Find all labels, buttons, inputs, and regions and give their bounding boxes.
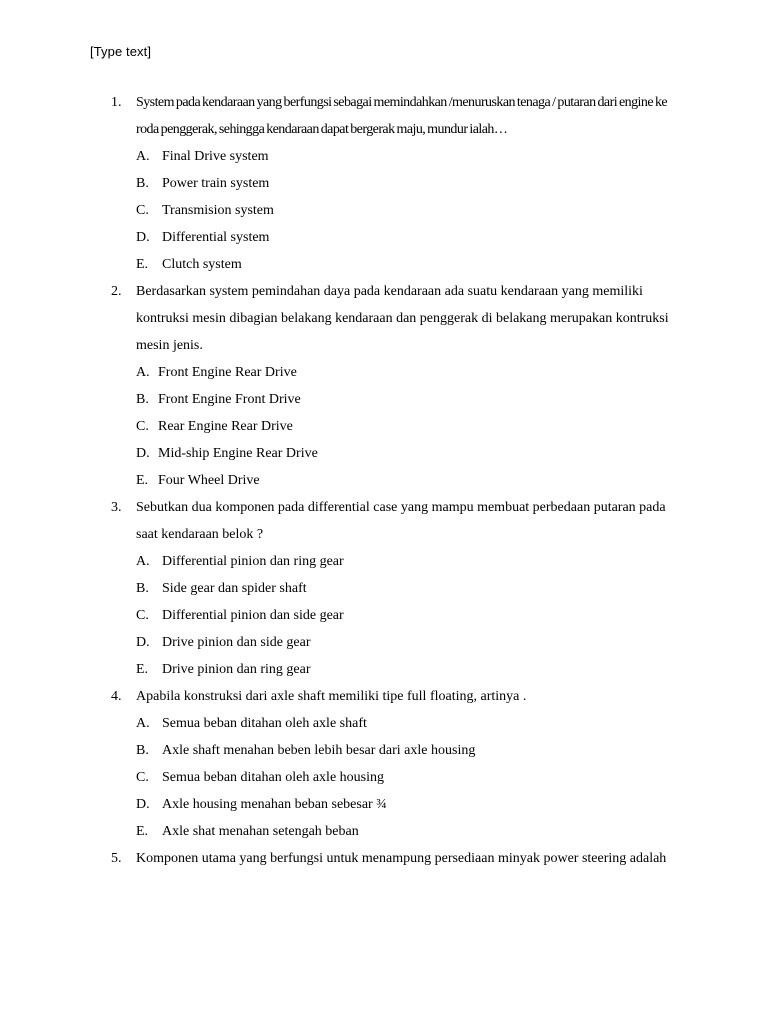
question-1	[0, 89, 768, 278]
option-e	[0, 656, 768, 683]
option-text: Four Wheel Drive	[158, 473, 260, 488]
option-c	[0, 602, 768, 629]
option-text: Drive pinion dan side gear	[162, 635, 311, 650]
option-text: Rear Engine Rear Drive	[158, 419, 293, 434]
option-text: Power train system	[162, 176, 270, 191]
option-letter: E.	[136, 824, 149, 839]
option-letter: C.	[136, 419, 149, 434]
option-letter: C.	[136, 770, 149, 785]
option-text: Transmision system	[162, 203, 274, 218]
option-b	[0, 386, 768, 413]
option-d	[0, 629, 768, 656]
option-text: Clutch system	[162, 257, 242, 272]
question-text: Berdasarkan system pemindahan daya pada kendaraan ada suatu kendaraan yang memiliki kontruksi mesin dibagian belakang kendaraan dan penggerak di belakang merupakan kontruksi mesin jenis.	[136, 284, 669, 353]
option-text: Side gear dan spider shaft	[162, 581, 307, 596]
question-text: Apabila konstruksi dari axle shaft memiliki tipe full floating, artinya .	[136, 689, 527, 704]
option-text: Front Engine Front Drive	[158, 392, 301, 407]
question-5	[0, 845, 768, 872]
option-a	[0, 548, 768, 575]
option-text: Mid-ship Engine Rear Drive	[158, 446, 318, 461]
option-letter: A.	[136, 716, 150, 731]
option-text: Differential pinion dan ring gear	[162, 554, 344, 569]
option-letter: D.	[136, 230, 150, 245]
option-d	[0, 224, 768, 251]
option-text: Axle shaft menahan beben lebih besar dari axle housing	[162, 743, 476, 758]
option-letter: A.	[136, 554, 150, 569]
option-a	[0, 143, 768, 170]
option-letter: A.	[136, 365, 150, 380]
option-letter: B.	[136, 176, 149, 191]
question-3	[0, 494, 768, 683]
question-text: Sebutkan dua komponen pada differential case yang mampu membuat perbedaan putaran pada saat kendaraan belok ?	[136, 500, 666, 542]
option-text: Axle housing menahan beban sebesar ¾	[162, 797, 387, 812]
option-e	[0, 467, 768, 494]
option-text: Differential pinion dan side gear	[162, 608, 344, 623]
option-text: Semua beban ditahan oleh axle shaft	[162, 716, 367, 731]
option-letter: D.	[136, 635, 150, 650]
question-number: 4.	[111, 689, 122, 704]
option-d	[0, 440, 768, 467]
option-letter: B.	[136, 743, 149, 758]
question-number: 2.	[111, 284, 122, 299]
question-number: 5.	[111, 851, 122, 866]
question-number: 1.	[111, 95, 122, 110]
option-e	[0, 251, 768, 278]
option-letter: A.	[136, 149, 150, 164]
option-letter: D.	[136, 797, 150, 812]
question-2	[0, 278, 768, 494]
option-letter: B.	[136, 392, 149, 407]
option-letter: E.	[136, 662, 149, 677]
option-c	[0, 764, 768, 791]
option-text: Axle shat menahan setengah beban	[162, 824, 359, 839]
option-letter: E.	[136, 257, 149, 272]
question-list	[0, 89, 768, 872]
option-letter: D.	[136, 446, 150, 461]
question-4	[0, 683, 768, 845]
option-b	[0, 737, 768, 764]
option-e	[0, 818, 768, 845]
option-b	[0, 575, 768, 602]
option-letter: C.	[136, 203, 149, 218]
option-text: Semua beban ditahan oleh axle housing	[162, 770, 384, 785]
question-text: System pada kendaraan yang berfungsi sebagai memindahkan /menuruskan tenaga / putaran dari engine ke roda penggerak, sehingga kendaraan dapat bergerak maju, mundur ialah…	[136, 95, 668, 137]
option-text: Front Engine Rear Drive	[158, 365, 297, 380]
question-number: 3.	[111, 500, 122, 515]
option-letter: B.	[136, 581, 149, 596]
option-c	[0, 197, 768, 224]
option-a	[0, 710, 768, 737]
document-header: [Type text]	[90, 44, 152, 59]
option-text: Drive pinion dan ring gear	[162, 662, 311, 677]
option-b	[0, 170, 768, 197]
option-text: Final Drive system	[162, 149, 269, 164]
option-c	[0, 413, 768, 440]
option-text: Differential system	[162, 230, 270, 245]
option-a	[0, 359, 768, 386]
option-letter: E.	[136, 473, 149, 488]
option-letter: C.	[136, 608, 149, 623]
option-d	[0, 791, 768, 818]
question-text: Komponen utama yang berfungsi untuk menampung persediaan minyak power steering adalah	[136, 851, 667, 866]
